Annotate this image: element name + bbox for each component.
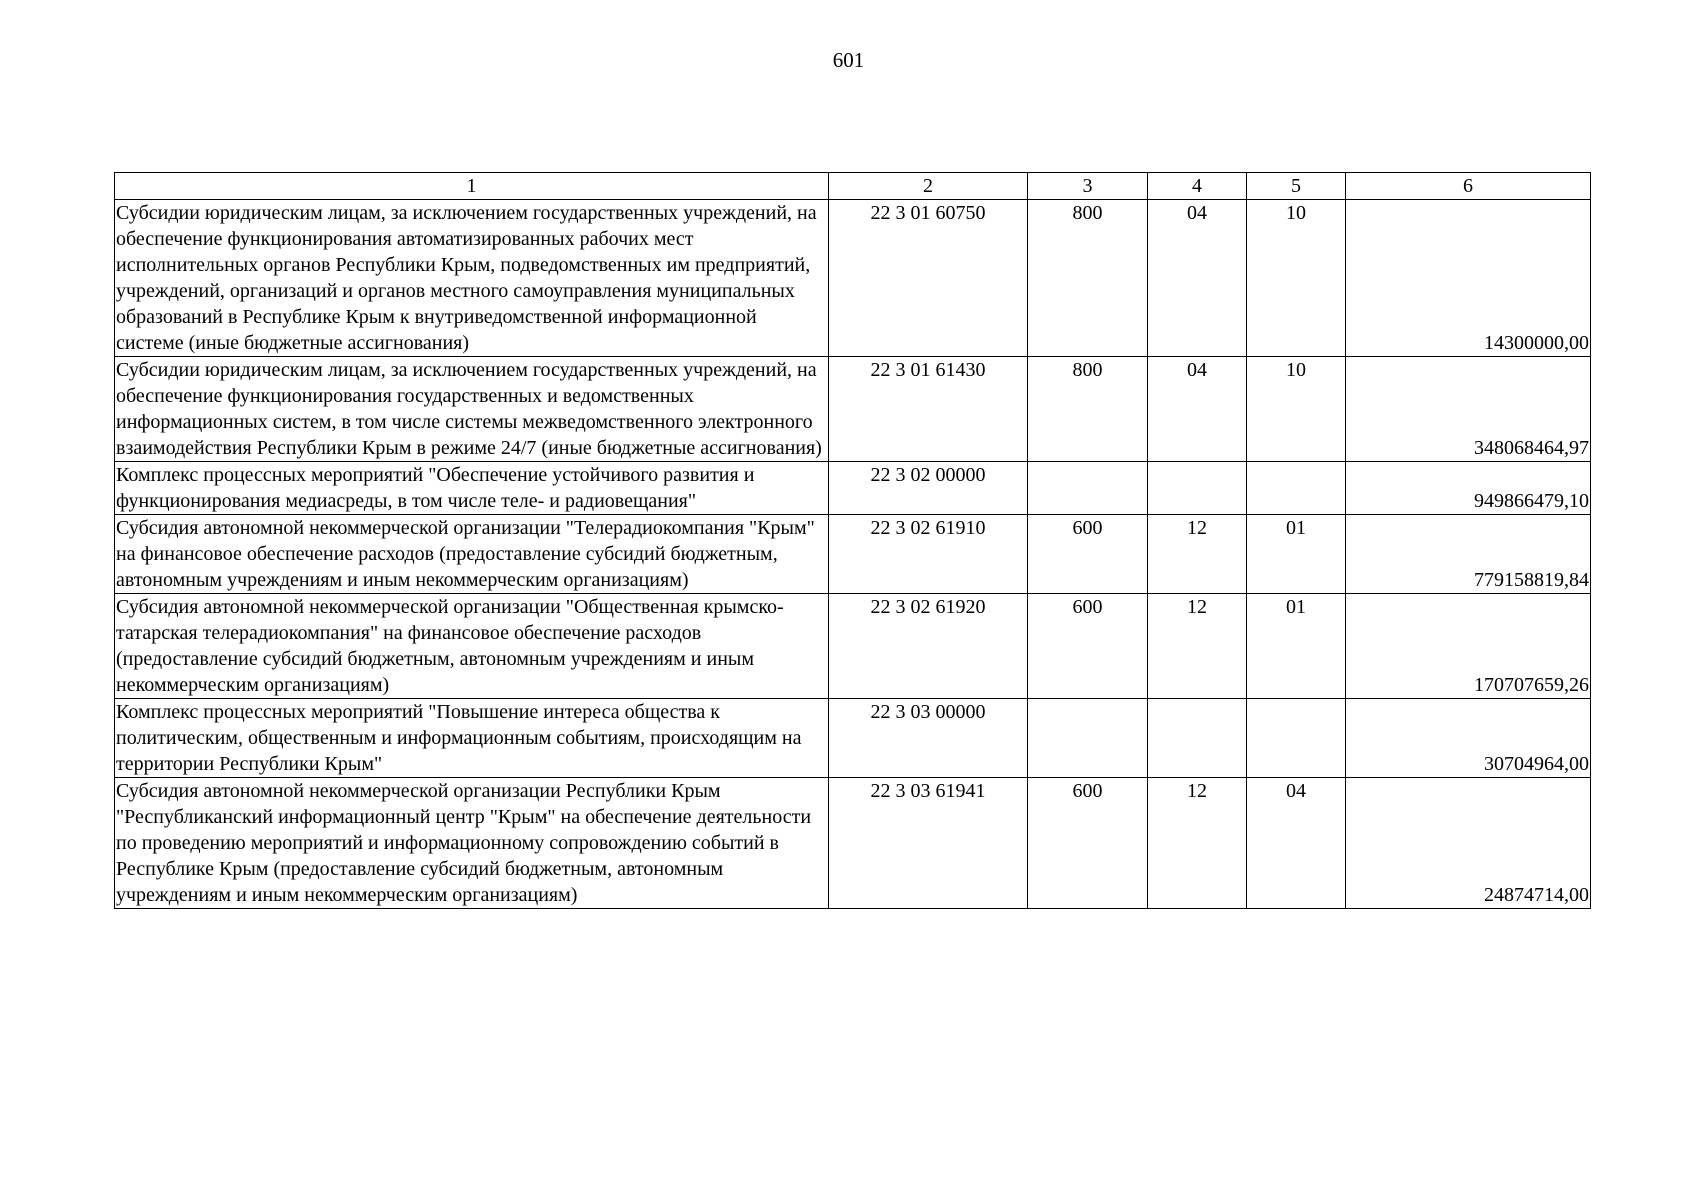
row-subsection: 10: [1247, 357, 1346, 462]
row-description: Субсидия автономной некоммерческой организации "Общественная крымско-татарская телерадиокомпания" на финансовое обеспечение расходов (предоставление субсидий бюджетным, автономным учреждениям и иным некоммерческим организациям): [115, 594, 829, 699]
row-target-code: 22 3 02 00000: [829, 462, 1028, 515]
row-amount: 348068464,97: [1346, 357, 1591, 462]
table-row: [115, 200, 1591, 357]
table-row: [115, 594, 1591, 699]
row-expense-type: 600: [1028, 778, 1148, 909]
row-description: Субсидия автономной некоммерческой организации Республики Крым "Республиканский информационный центр "Крым" на обеспечение деятельности по проведению мероприятий и информационному сопровождению событий в Республике Крым (предоставление субсидий бюджетным, автономным учреждениям и иным некоммерческим организациям): [115, 778, 829, 909]
row-subsection: 04: [1247, 778, 1346, 909]
row-description: Комплекс процессных мероприятий "Повышение интереса общества к политическим, общественным и информационным событиям, происходящим на территории Республики Крым": [115, 699, 829, 778]
row-target-code: 22 3 02 61920: [829, 594, 1028, 699]
row-section: 12: [1148, 594, 1247, 699]
row-description: Комплекс процессных мероприятий "Обеспечение устойчивого развития и функционирования медиасреды, в том числе теле- и радиовещания": [115, 462, 829, 515]
row-amount: 30704964,00: [1346, 699, 1591, 778]
row-subsection: [1247, 462, 1346, 515]
row-expense-type: 800: [1028, 200, 1148, 357]
column-header: 2: [829, 173, 1028, 200]
page-number: 601: [832, 48, 865, 72]
row-expense-type: [1028, 462, 1148, 515]
row-section: [1148, 699, 1247, 778]
row-target-code: 22 3 03 00000: [829, 699, 1028, 778]
row-description: Субсидия автономной некоммерческой организации "Телерадиокомпания "Крым" на финансовое обеспечение расходов (предоставление субсидий бюджетным, автономным учреждениям и иным некоммерческим организациям): [115, 515, 829, 594]
table-row: [115, 778, 1591, 909]
row-subsection: 01: [1247, 594, 1346, 699]
table-row: [115, 699, 1591, 778]
budget-table: [114, 172, 1591, 909]
column-header: 4: [1148, 173, 1247, 200]
table-row: [115, 515, 1591, 594]
row-subsection: 10: [1247, 200, 1346, 357]
column-header: 3: [1028, 173, 1148, 200]
row-target-code: 22 3 01 61430: [829, 357, 1028, 462]
row-target-code: 22 3 01 60750: [829, 200, 1028, 357]
row-target-code: 22 3 02 61910: [829, 515, 1028, 594]
column-header: 6: [1346, 173, 1591, 200]
row-section: 12: [1148, 515, 1247, 594]
row-expense-type: 600: [1028, 515, 1148, 594]
row-section: 04: [1148, 357, 1247, 462]
table-row: [115, 357, 1591, 462]
row-amount: 24874714,00: [1346, 778, 1591, 909]
row-target-code: 22 3 03 61941: [829, 778, 1028, 909]
row-amount: 14300000,00: [1346, 200, 1591, 357]
row-expense-type: 800: [1028, 357, 1148, 462]
row-subsection: [1247, 699, 1346, 778]
row-amount: 949866479,10: [1346, 462, 1591, 515]
row-amount: 779158819,84: [1346, 515, 1591, 594]
row-subsection: 01: [1247, 515, 1346, 594]
row-section: 04: [1148, 200, 1247, 357]
row-expense-type: [1028, 699, 1148, 778]
table-row: [115, 462, 1591, 515]
row-expense-type: 600: [1028, 594, 1148, 699]
column-header: 5: [1247, 173, 1346, 200]
row-section: 12: [1148, 778, 1247, 909]
row-section: [1148, 462, 1247, 515]
row-description: Субсидии юридическим лицам, за исключением государственных учреждений, на обеспечение функционирования государственных и ведомственных информационных систем, в том числе системы межведомственного электронного взаимодействия Республики Крым в режиме 24/7 (иные бюджетные ассигнования): [115, 357, 829, 462]
row-description: Субсидии юридическим лицам, за исключением государственных учреждений, на обеспечение функционирования автоматизированных рабочих мест исполнительных органов Республики Крым, подведомственных им предприятий, учреждений, организаций и органов местного самоуправления муниципальных образований в Республике Крым к внутриведомственной информационной системе (иные бюджетные ассигнования): [115, 200, 829, 357]
column-header: 1: [115, 173, 829, 200]
row-amount: 170707659,26: [1346, 594, 1591, 699]
table-header-row: [115, 173, 1591, 200]
